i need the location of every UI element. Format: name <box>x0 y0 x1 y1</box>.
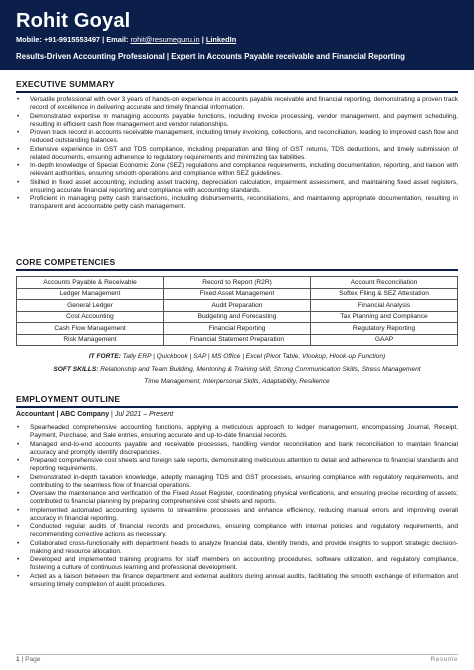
summary-item: • Skilled in fixed asset accounting, including asset tracking, depreciation calculation, impairment assessment, and maintaining fixed asset registers, ensuring accurate financial reporting and compliance with accounting standards. <box>17 178 458 194</box>
employment-list <box>16 424 458 589</box>
tagline: Results-Driven Accounting Professional | Expert in Accounts Payable receivable and Financial Reporting <box>16 52 405 61</box>
section-divider <box>16 269 458 271</box>
bullet-icon: • <box>17 506 20 514</box>
summary-item: • Proven track record in accounts receivable management, including timely invoicing, collections, and reconciliation, leading to improved cash flow and reduced outstanding balances. <box>17 129 458 145</box>
competency-cell: Cash Flow Management <box>17 323 164 335</box>
bullet-icon: • <box>17 112 20 120</box>
competency-cell: Record to Report (R2R) <box>164 277 311 289</box>
it-forte-value: Tally ERP | Quickbook | SAP | MS Office | Excel (Pivot Table, Vlookup, Hlook-up Function) <box>122 353 386 360</box>
bullet-icon: • <box>17 473 20 481</box>
summary-item: • Extensive experience in GST and TDS compliance, including preparation and filing of GST returns, TDS deductions, and timely submission of related documents, ensuring adherence to regulatory requirements and minimizing tax liabilities. <box>17 145 458 161</box>
bullet-icon: • <box>17 162 20 169</box>
summary-item: • In-depth knowledge of Special Economic Zone (SEZ) regulations and compliance requirements, including documentation, reporting, and liaison with relevant authorities, ensuring smooth operations and compliance within SEZ guidelines. <box>17 162 458 178</box>
bullet-icon: • <box>17 490 20 497</box>
it-forte-label: IT FORTE: <box>88 353 121 360</box>
mobile-value: +91-9915553497 <box>43 35 101 44</box>
bullet-icon: • <box>17 195 20 202</box>
separator: | <box>111 411 113 418</box>
table-row <box>17 311 458 323</box>
footer-divider <box>16 654 458 655</box>
competency-cell: Budgeting and Forecasting <box>164 311 311 323</box>
competency-cell: Audit Preparation <box>164 300 311 312</box>
competency-cell: Regulatory Reporting <box>311 323 458 335</box>
section-divider <box>16 406 458 408</box>
mobile-label: Mobile: <box>16 35 42 44</box>
employment-item: • Oversaw the maintenance and verification of the Fixed Asset Register, coordinating physical verifications, and ensuring precise recording of assets; contributed to financial planning by preparing comprehensive cost sheets and reports. <box>17 490 458 506</box>
competency-cell: Risk Management <box>17 334 164 346</box>
competency-cell: Financial Statement Preparation <box>164 334 311 346</box>
email-link[interactable]: rohit@resumeguru.in <box>130 35 200 44</box>
employment-item: • Conducted regular audits of financial records and procedures, ensuring compliance with internal policies and regulatory requirements, and recommending corrective actions as necessary. <box>17 523 458 539</box>
employment-item: • Managed end-to-end accounts payable and receivable processes, handling vendor reconciliation and bank reconciliation to maintain financial accuracy and promptly identify discrepancies. <box>17 440 458 456</box>
bullet-icon: • <box>17 145 20 153</box>
bullet-icon: • <box>17 96 20 103</box>
competency-cell: GAAP <box>311 334 458 346</box>
table-row <box>17 323 458 335</box>
summary-item: • Proficient in managing petty cash transactions, including disbursements, reconciliations, and maintaining appropriate documentation, resulting in transparent and accountable petty cash management. <box>17 195 458 211</box>
competency-cell: General Ledger <box>17 300 164 312</box>
table-row <box>17 300 458 312</box>
job-header <box>16 411 173 418</box>
separator: | <box>21 656 24 663</box>
separator: | <box>201 35 204 44</box>
table-row <box>17 277 458 289</box>
section-divider <box>16 91 458 93</box>
candidate-name: Rohit Goyal <box>16 10 131 32</box>
bullet-icon: • <box>17 572 20 580</box>
summary-heading: EXECUTIVE SUMMARY <box>16 79 115 89</box>
soft-skills-label: SOFT SKILLS: <box>53 366 99 373</box>
employment-item: • Developed and implemented training programs for staff members on accounting procedures, software utilization, and regulatory compliance, fostering a culture of continuous learning and professional development. <box>17 556 458 572</box>
competency-cell: Fixed Asset Management <box>164 288 311 300</box>
employment-item: • Collaborated cross-functionally with department heads to analyze financial data, identify trends, and provide insights to support strategic decision-making and resource allocation. <box>17 539 458 555</box>
employment-item: • Prepared comprehensive cost sheets and foreign sale reports, demonstrating meticulous attention to detail and adherence to financial standards and reporting requirements. <box>17 457 458 473</box>
employment-item: • Implemented automated accounting systems to streamline processes and enhance efficiency, reducing manual errors and improving overall accuracy in financial reporting. <box>17 506 458 522</box>
competencies-heading: CORE COMPETENCIES <box>16 257 116 267</box>
bullet-icon: • <box>17 129 20 136</box>
bullet-icon: • <box>17 539 20 547</box>
bullet-icon: • <box>17 440 20 448</box>
competency-cell: Softex Filing & SEZ Attestation <box>311 288 458 300</box>
page-indicator <box>16 656 40 663</box>
employment-item: • Spearheaded comprehensive accounting functions, applying a meticulous approach to ledger management, encompassing Journal, Receipt, Payment, Purchase, and Sale entries, ensuring accurate and up-to-date financial records. <box>17 424 458 440</box>
summary-list <box>16 96 458 212</box>
summary-item: • Demonstrated expertise in managing accounts payable functions, including invoice processing, vendor management, and payment scheduling, resulting in efficient cash flow management and vendor relationships. <box>17 112 458 128</box>
soft-skills-line-2: Time Management, Interpersonal Skills, Adaptability, Resilience <box>144 378 330 385</box>
competency-cell: Account Reconciliation <box>311 277 458 289</box>
summary-item: • Versatile professional with over 3 years of hands-on experience in accounts payable receivable and financial reporting, demonstrating a proven track record of excellence in delivering accurate and timely financial information. <box>17 96 458 112</box>
employment-heading: EMPLOYMENT OUTLINE <box>16 394 121 404</box>
linkedin-link[interactable]: LinkedIn <box>205 35 237 44</box>
employment-item: • Demonstrated in-depth taxation knowledge, adeptly managing TDS and GST processes, ensuring compliance with regulatory requirements, and contributing to the seamless flow of financial operations. <box>17 473 458 489</box>
competency-cell: Ledger Management <box>17 288 164 300</box>
bullet-icon: • <box>17 523 20 530</box>
contact-line <box>16 35 236 44</box>
job-title: Accountant | ABC Company <box>16 411 110 418</box>
competency-cell: Tax Planning and Compliance <box>311 311 458 323</box>
footer-resume-label: Resume <box>430 656 458 663</box>
email-label: Email: <box>106 35 129 44</box>
competency-cell: Accounts Payable & Receivable <box>17 277 164 289</box>
table-row <box>17 334 458 346</box>
bullet-icon: • <box>17 178 20 186</box>
competency-cell: Financial Analysis <box>311 300 458 312</box>
soft-skills-line <box>16 365 458 374</box>
table-row <box>17 288 458 300</box>
header-banner <box>0 0 474 70</box>
competencies-table <box>16 276 458 346</box>
employment-item: • Acted as a liaison between the finance department and external auditors during annual audits, facilitating the smooth exchange of information and ensuring timely completion of audit procedures. <box>17 572 458 588</box>
competency-cell: Cost Accounting <box>17 311 164 323</box>
separator: | <box>102 35 105 44</box>
page-number: 1 <box>16 656 20 663</box>
bullet-icon: • <box>17 457 20 464</box>
job-dates: Jul 2021 – Present <box>114 411 174 418</box>
it-forte-line <box>16 352 458 361</box>
competency-cell: Financial Reporting <box>164 323 311 335</box>
bullet-icon: • <box>17 424 20 431</box>
page-label: Page <box>25 656 41 663</box>
bullet-icon: • <box>17 556 20 563</box>
soft-skills-value: Relationship and Team Building, Mentoring & Training skill, Strong Communication Skills, Stress Management <box>100 366 421 373</box>
